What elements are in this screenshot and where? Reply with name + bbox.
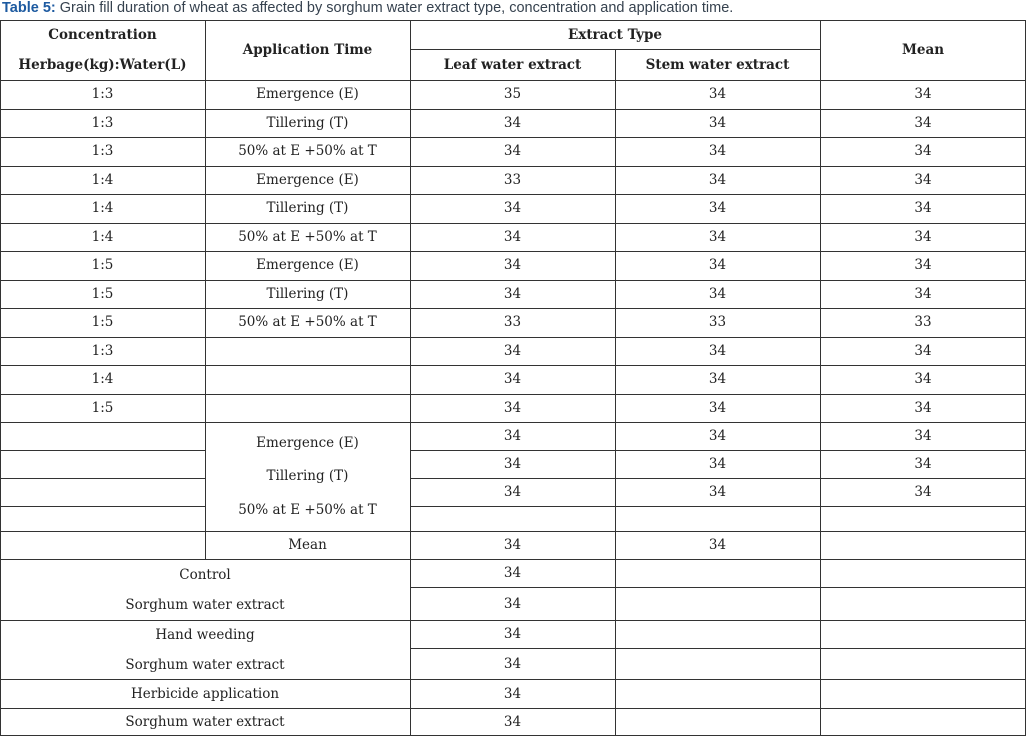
- table-cell-mean: 34: [914, 285, 932, 302]
- table-cell-stem: 34: [708, 257, 727, 274]
- table-cell-leaf: 33: [503, 171, 522, 188]
- time-group-tillering: Tillering (T): [266, 468, 349, 485]
- comparison-control-value: 34: [503, 565, 522, 581]
- table-cell-conc: 1:4: [91, 171, 114, 188]
- header-leaf-extract: Leaf water extract: [443, 56, 582, 73]
- table-cell-stem: 34: [708, 86, 727, 103]
- table-cell-time: 50% at E +50% at T: [238, 143, 377, 160]
- comparison-hand-weeding-value: 34: [503, 626, 522, 642]
- table-cell-mean: 34: [914, 143, 932, 160]
- time-group-mean-3: 34: [914, 484, 932, 500]
- comparison-herbicide-label: Herbicide application: [130, 685, 280, 702]
- table-cell-time: Emergence (E): [256, 86, 359, 103]
- table-cell-leaf: 34: [503, 285, 522, 302]
- table-cell-stem: 34: [708, 171, 727, 188]
- table-cell-leaf: 34: [503, 143, 522, 160]
- comparison-sorghum-2-value: 34: [503, 655, 522, 672]
- grid-line: [0, 478, 205, 479]
- table-caption: [2, 0, 733, 18]
- table-cell-leaf: 35: [503, 86, 522, 103]
- header-stem-extract: Stem water extract: [645, 56, 790, 73]
- comparison-sorghum-1-value: 34: [503, 595, 522, 612]
- time-group-mean-2: 34: [914, 456, 932, 472]
- table-cell-time: [205, 365, 410, 394]
- table-cell-time: Tillering (T): [266, 285, 349, 302]
- table-cell-stem: 34: [708, 342, 727, 359]
- table-cell-stem: 34: [708, 143, 727, 160]
- table-cell-leaf: 34: [503, 228, 522, 245]
- mean-row-label: Mean: [288, 537, 327, 553]
- comparison-herbicide-value: 34: [503, 685, 522, 702]
- table-cell-conc: 1:5: [91, 285, 114, 302]
- time-group-mean-1: 34: [914, 428, 932, 444]
- time-group-stem-2: 34: [708, 456, 727, 472]
- table-cell-time: [205, 394, 410, 423]
- table-cell-leaf: 34: [503, 342, 522, 359]
- time-group-split: 50% at E +50% at T: [238, 502, 377, 519]
- mean-row-leaf: 34: [503, 537, 522, 553]
- grid-line: [410, 506, 1026, 507]
- time-group-emergence: Emergence (E): [256, 434, 359, 451]
- comparison-sorghum-3-label: Sorghum water extract: [125, 714, 285, 730]
- table-cell-conc: 1:3: [91, 86, 114, 103]
- table-cell-mean: 34: [914, 86, 932, 103]
- header-concentration: [0, 20, 205, 80]
- table-cell-stem: 34: [708, 371, 727, 388]
- table-cell-stem: 33: [708, 314, 727, 331]
- table-cell-leaf: 34: [503, 114, 522, 131]
- table-cell-mean: 34: [914, 200, 932, 217]
- table-cell-mean: 34: [914, 371, 932, 388]
- table-cell-conc: 1:4: [91, 228, 114, 245]
- table-cell-stem: 34: [708, 399, 727, 416]
- table-cell-time: Tillering (T): [266, 114, 349, 131]
- table-cell-conc: 1:4: [91, 371, 114, 388]
- table-cell-conc: 1:5: [91, 314, 114, 331]
- table-cell-conc: 1:3: [91, 342, 114, 359]
- time-group-leaf-3: 34: [503, 484, 522, 500]
- header-ratio-label: Herbage(kg):Water(L): [18, 57, 187, 73]
- mean-row-stem: 34: [708, 537, 727, 553]
- time-group-leaf-1: 34: [503, 428, 522, 444]
- table-cell-time: 50% at E +50% at T: [238, 314, 377, 331]
- table-cell-time: [205, 337, 410, 366]
- header-concentration-label: Concentration: [48, 27, 157, 43]
- table-cell-mean: 34: [914, 399, 932, 416]
- table-cell-mean: 34: [914, 228, 932, 245]
- table-cell-leaf: 34: [503, 399, 522, 416]
- table-cell-mean: 34: [914, 171, 932, 188]
- header-mean: Mean: [901, 42, 945, 58]
- table-cell-leaf: 34: [503, 200, 522, 217]
- table-cell-leaf: 34: [503, 257, 522, 274]
- comparison-hand-weeding-label: Hand weeding: [155, 627, 255, 643]
- comparison-sorghum-2-label: Sorghum water extract: [125, 656, 285, 673]
- caption-label: Table 5:: [2, 0, 56, 16]
- table-cell-conc: 1:3: [91, 143, 114, 160]
- table-cell-mean: 34: [914, 342, 932, 359]
- table-cell-conc: 1:4: [91, 200, 114, 217]
- table-cell-time: Tillering (T): [266, 200, 349, 217]
- caption-text: Grain fill duration of wheat as affected by sorghum water extract type, concentration and application time.: [55, 0, 734, 16]
- table-cell-time: Emergence (E): [256, 171, 359, 188]
- table-cell-mean: 34: [914, 257, 932, 274]
- header-application-time: Application Time: [242, 42, 373, 58]
- table-cell-time: 50% at E +50% at T: [238, 228, 377, 245]
- time-group-leaf-2: 34: [503, 456, 522, 472]
- table-cell-conc: 1:3: [91, 114, 114, 131]
- grid-line: [0, 450, 205, 451]
- table-cell-time: Emergence (E): [256, 257, 359, 274]
- table-cell-leaf: 34: [503, 371, 522, 388]
- grid-line: [0, 506, 205, 507]
- comparison-sorghum-1-label: Sorghum water extract: [125, 597, 285, 613]
- table-cell-stem: 34: [708, 228, 727, 245]
- data-table: [0, 20, 1026, 736]
- table-cell-mean: 33: [914, 314, 932, 331]
- table-cell-conc: 1:5: [91, 257, 114, 274]
- table-cell-conc: 1:5: [91, 399, 114, 416]
- table-cell-stem: 34: [708, 200, 727, 217]
- table-cell-stem: 34: [708, 285, 727, 302]
- time-group-stem-3: 34: [708, 484, 727, 500]
- time-group-stem-1: 34: [708, 428, 727, 444]
- time-group-labels: [205, 422, 410, 531]
- table-cell-stem: 34: [708, 114, 727, 131]
- comparison-control-label: Control: [179, 566, 231, 583]
- comparison-sorghum-3-value: 34: [503, 714, 522, 730]
- table-cell-mean: 34: [914, 114, 932, 131]
- header-extract-type: Extract Type: [567, 26, 663, 43]
- table-cell-leaf: 33: [503, 314, 522, 331]
